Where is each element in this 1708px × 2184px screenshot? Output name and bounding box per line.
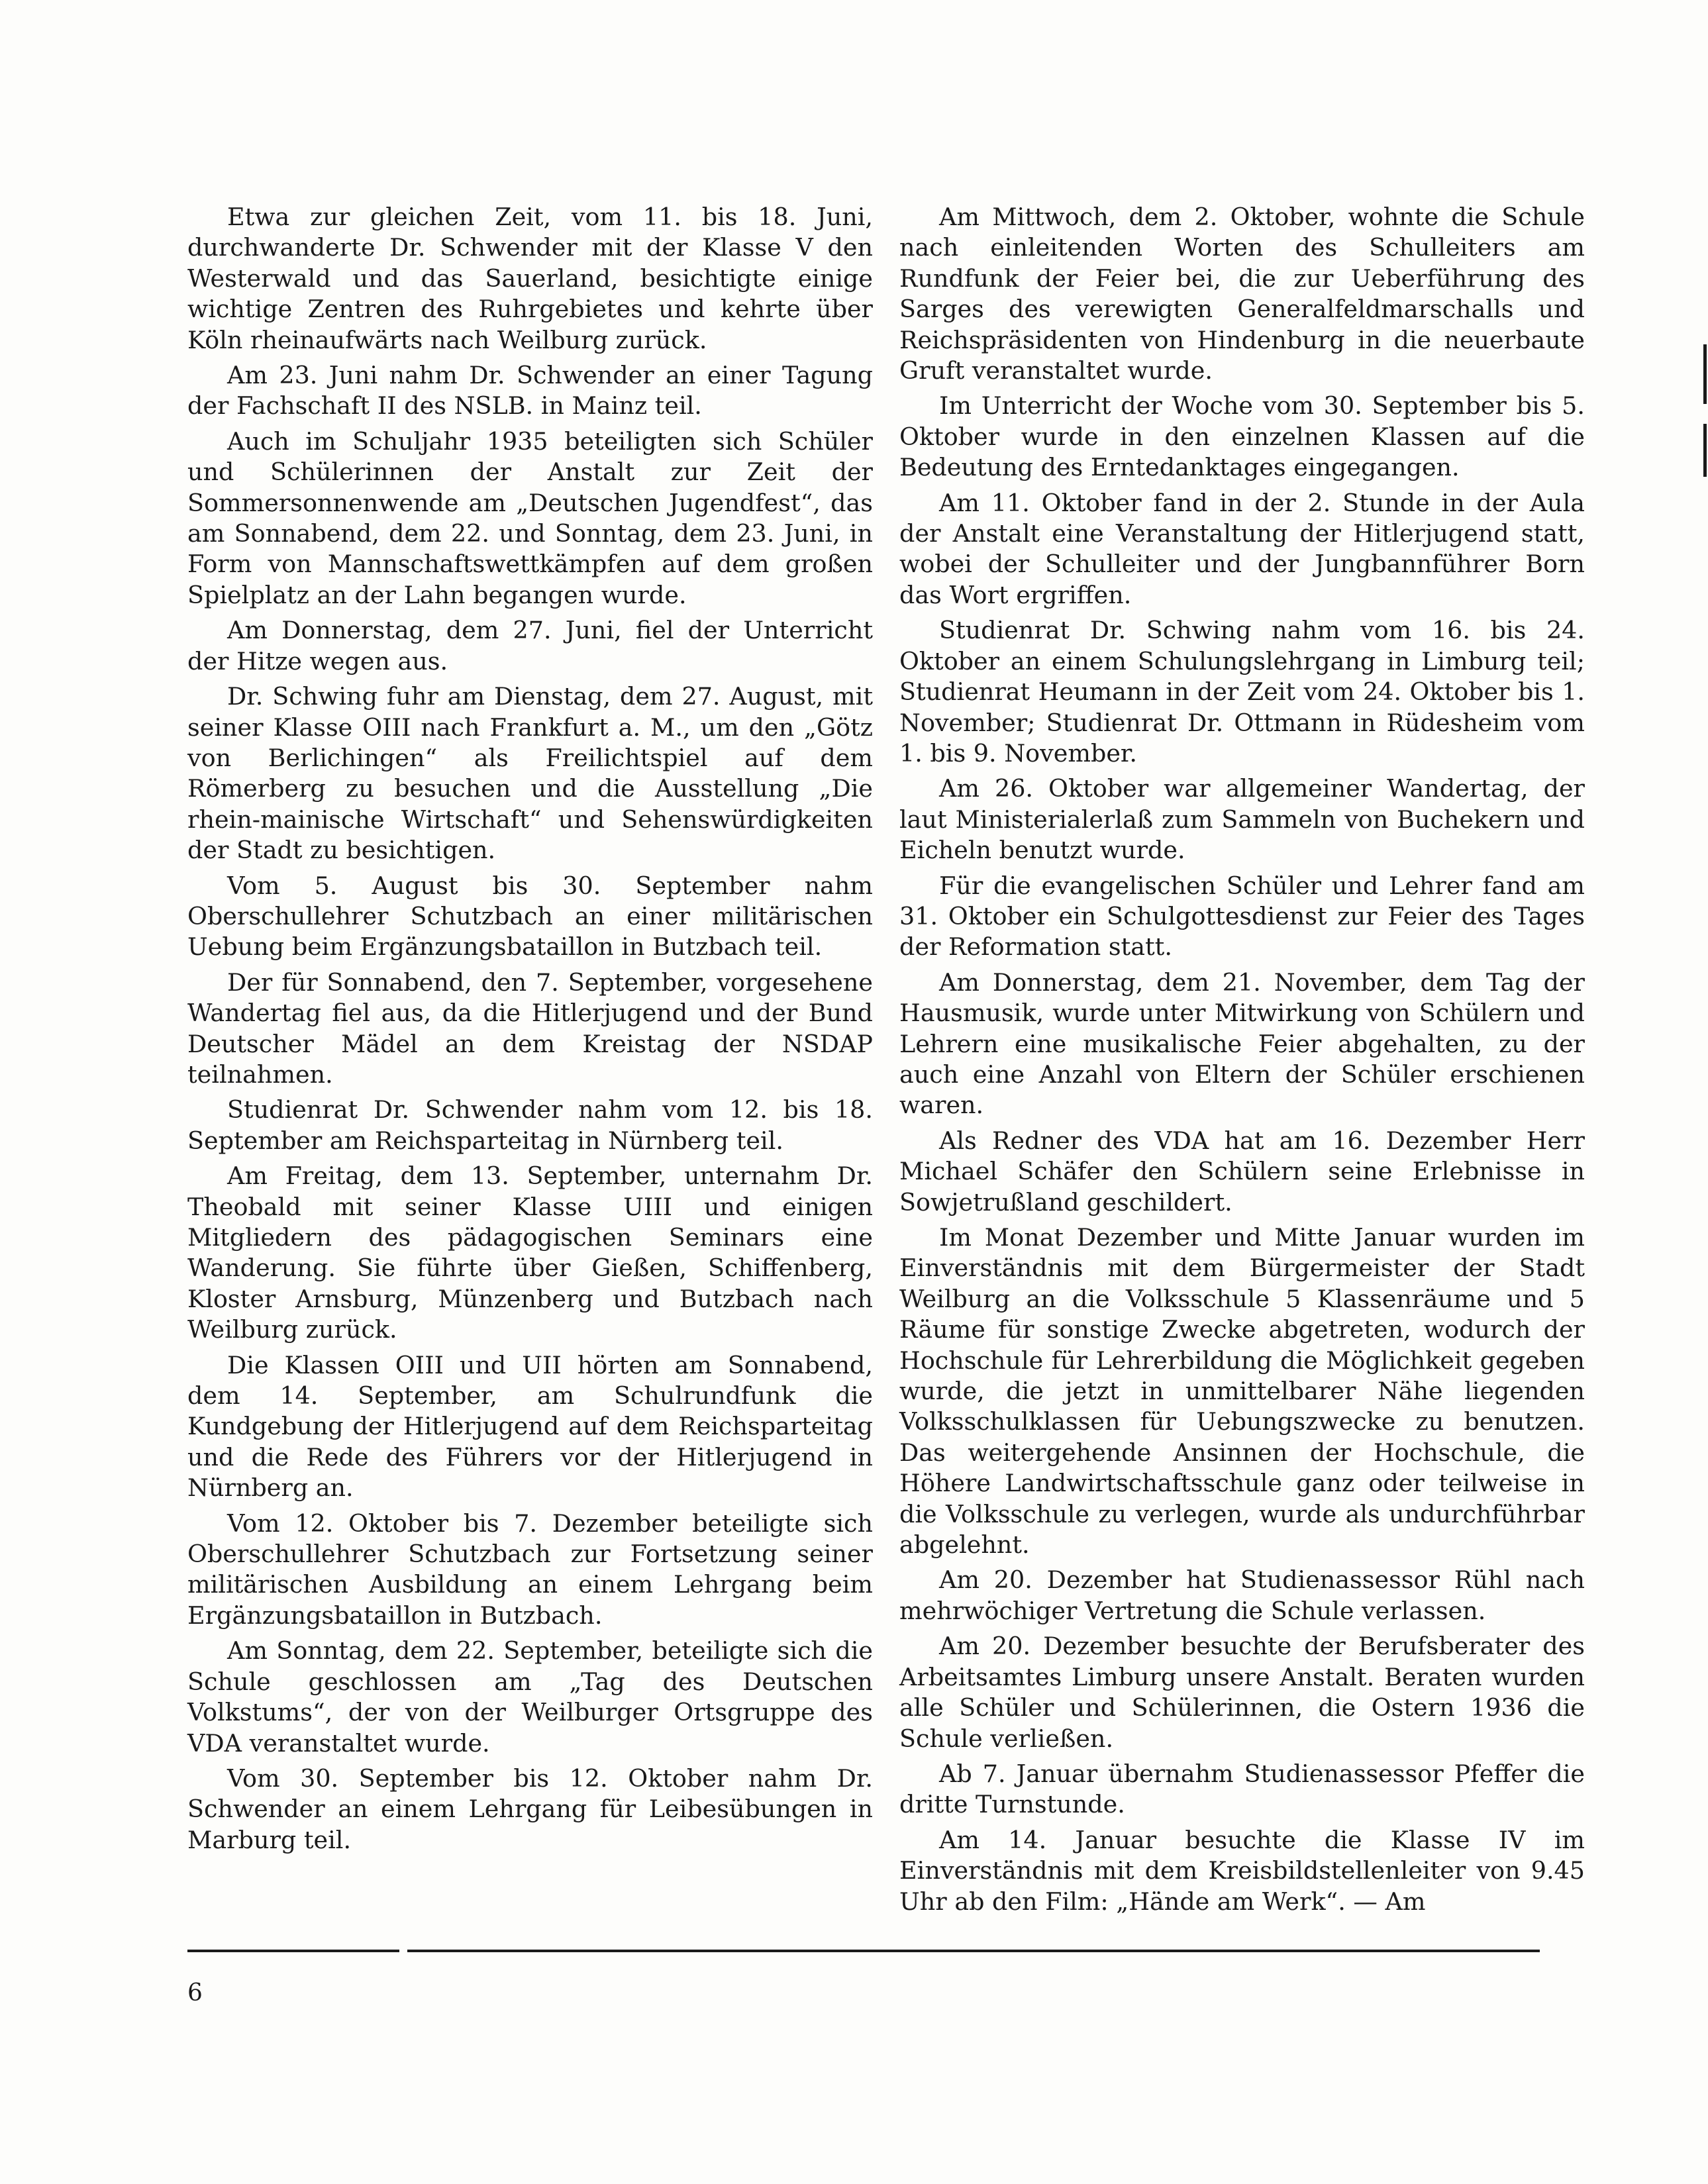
paragraph: Etwa zur gleichen Zeit, vom 11. bis 18. Juni, durchwanderte Dr. Schwender mit der Klasse V den Westerwald und das Sauerland, besichtigte einige wichtige Zentren des Ruhrgebietes und kehrte über Köln rheinaufwärts nach Weilburg zurück. bbox=[187, 203, 873, 354]
page-number: 6 bbox=[187, 1979, 203, 2007]
left-column bbox=[187, 202, 873, 1860]
paragraph: Ab 7. Januar übernahm Studienassessor Pfeffer die dritte Turnstunde. bbox=[899, 1759, 1585, 1819]
paragraph: Studienrat Dr. Schwing nahm vom 16. bis 24. Oktober an einem Schulungslehrgang in Limburg teil; Studienrat Heumann in der Zeit vom 24. Oktober bis 1. November; Studienrat Dr. Ottmann in Rüdesheim vom 1. bis 9. November. bbox=[899, 616, 1585, 768]
paragraph: Im Unterricht der Woche vom 30. September bis 5. Oktober wurde in den einzelnen Klassen auf die Bedeutung des Erntedanktages eingegangen. bbox=[899, 391, 1585, 482]
paragraph: Studienrat Dr. Schwender nahm vom 12. bis 18. September am Reichsparteitag in Nürnberg teil. bbox=[187, 1095, 873, 1155]
paragraph: Am Mittwoch, dem 2. Oktober, wohnte die Schule nach einleitenden Worten des Schulleiters am Rundfunk der Feier bei, die zur Ueberführung des Sarges des verewigten Generalfeldmarschalls und Reichspräsidenten von Hindenburg in die neuerbaute Gruft veranstaltet wurde. bbox=[899, 203, 1585, 385]
paragraph: Am 20. Dezember besuchte der Berufsberater des Arbeitsamtes Limburg unsere Anstalt. Beraten wurden alle Schüler und Schülerinnen, die Ostern 1936 die Schule verließen. bbox=[899, 1632, 1585, 1753]
paragraph: Für die evangelischen Schüler und Lehrer fand am 31. Oktober ein Schulgottesdienst zur Feier des Tages der Reformation statt. bbox=[899, 871, 1585, 962]
paragraph: Dr. Schwing fuhr am Dienstag, dem 27. August, mit seiner Klasse OIII nach Frankfurt a. M., um den „Götz von Berlichingen“ als Freilichtspiel auf dem Römerberg zu besuchen und die Ausstellung „Die rhein-mainische Wirtschaft“ und Sehenswürdigkeiten der Stadt zu besichtigen. bbox=[187, 682, 873, 865]
paragraph: Am Donnerstag, dem 27. Juni, fiel der Unterricht der Hitze wegen aus. bbox=[187, 616, 873, 675]
paragraph: Auch im Schuljahr 1935 beteiligten sich Schüler und Schülerinnen der Anstalt zur Zeit der Sommersonnenwende am „Deutschen Jugendfest“, das am Sonnabend, dem 22. und Sonntag, dem 23. Juni, in Form von Mannschaftswettkämpfen auf dem großen Spielplatz an der Lahn begangen wurde. bbox=[187, 426, 873, 609]
paragraph: Vom 12. Oktober bis 7. Dezember beteiligte sich Oberschullehrer Schutzbach zur Fortsetzung seiner militärischen Ausbildung an einem Lehrgang beim Ergänzungsbataillon in Butzbach. bbox=[187, 1509, 873, 1630]
right-column bbox=[899, 202, 1585, 1922]
paragraph: Am Freitag, dem 13. September, unternahm Dr. Theobald mit seiner Klasse UIII und einigen Mitgliedern des pädagogischen Seminars eine Wanderung. Sie führte über Gießen, Schiffenberg, Kloster Arnsburg, Münzenberg und Butzbach nach Weilburg zurück. bbox=[187, 1162, 873, 1344]
paragraph: Am Donnerstag, dem 21. November, dem Tag der Hausmusik, wurde unter Mitwirkung von Schülern und Lehrern eine musikalische Feier abgehalten, zu der auch eine Anzahl von Eltern der Schüler erschienen waren. bbox=[899, 968, 1585, 1120]
paragraph: Am 11. Oktober fand in der 2. Stunde in der Aula der Anstalt eine Veranstaltung der Hitlerjugend statt, wobei der Schulleiter und der Jungbannführer Born das Wort ergriffen. bbox=[899, 488, 1585, 609]
paragraph: Am 14. Januar besuchte die Klasse IV im Einverständnis mit dem Kreisbildstellenleiter von 9.45 Uhr ab den Film: „Hände am Werk“. — Am bbox=[899, 1825, 1585, 1916]
paragraph: Am 23. Juni nahm Dr. Schwender an einer Tagung der Fachschaft II des NSLB. in Mainz teil. bbox=[187, 361, 873, 421]
paragraph: Vom 5. August bis 30. September nahm Oberschullehrer Schutzbach an einer militärischen Uebung beim Ergänzungsbataillon in Butzbach teil. bbox=[187, 871, 873, 962]
scan-edge-mark bbox=[1703, 424, 1707, 477]
paragraph: Der für Sonnabend, den 7. September, vorgesehene Wandertag fiel aus, da die Hitlerjugend und der Bund Deutscher Mädel an dem Kreistag der NSDAP teilnahmen. bbox=[187, 968, 873, 1089]
paragraph: Die Klassen OIII und UII hörten am Sonnabend, dem 14. September, am Schulrundfunk die Kundgebung der Hitlerjugend auf dem Reichsparteitag und die Rede des Führers vor der Hitlerjugend in Nürnberg an. bbox=[187, 1350, 873, 1503]
paragraph: Als Redner des VDA hat am 16. Dezember Herr Michael Schäfer den Schülern seine Erlebnisse in Sowjetrußland geschildert. bbox=[899, 1126, 1585, 1216]
paragraph: Am 26. Oktober war allgemeiner Wandertag, der laut Ministerialerlaß zum Sammeln von Buchekern und Eicheln benutzt wurde. bbox=[899, 774, 1585, 865]
footer-rule-left bbox=[187, 1950, 399, 1952]
paragraph: Am Sonntag, dem 22. September, beteiligte sich die Schule geschlossen am „Tag des Deutschen Volkstums“, der von der Weilburger Ortsgruppe des VDA veranstaltet wurde. bbox=[187, 1636, 873, 1758]
paragraph: Am 20. Dezember hat Studienassessor Rühl nach mehrwöchiger Vertretung die Schule verlassen. bbox=[899, 1565, 1585, 1625]
paragraph: Im Monat Dezember und Mitte Januar wurden im Einverständnis mit dem Bürgermeister der Stadt Weilburg an die Volksschule 5 Klassenräume und 5 Räume für sonstige Zwecke abgetreten, wodurch der Hochschule für Lehrerbildung die Möglichkeit gegeben wurde, die jetzt in unmittelbarer Nähe liegenden Volksschulklassen für Uebungszwecke zu benutzen. Das weitergehende Ansinnen der Hochschule, die Höhere Landwirtschaftsschule ganz oder teilweise in die Volksschule zu verlegen, wurde als undurchführbar abgelehnt. bbox=[899, 1223, 1585, 1560]
footer-rule-right bbox=[407, 1950, 1540, 1952]
paragraph: Vom 30. September bis 12. Oktober nahm Dr. Schwender an einem Lehrgang für Leibesübungen in Marburg teil. bbox=[187, 1763, 873, 1854]
scan-edge-mark bbox=[1703, 344, 1707, 404]
